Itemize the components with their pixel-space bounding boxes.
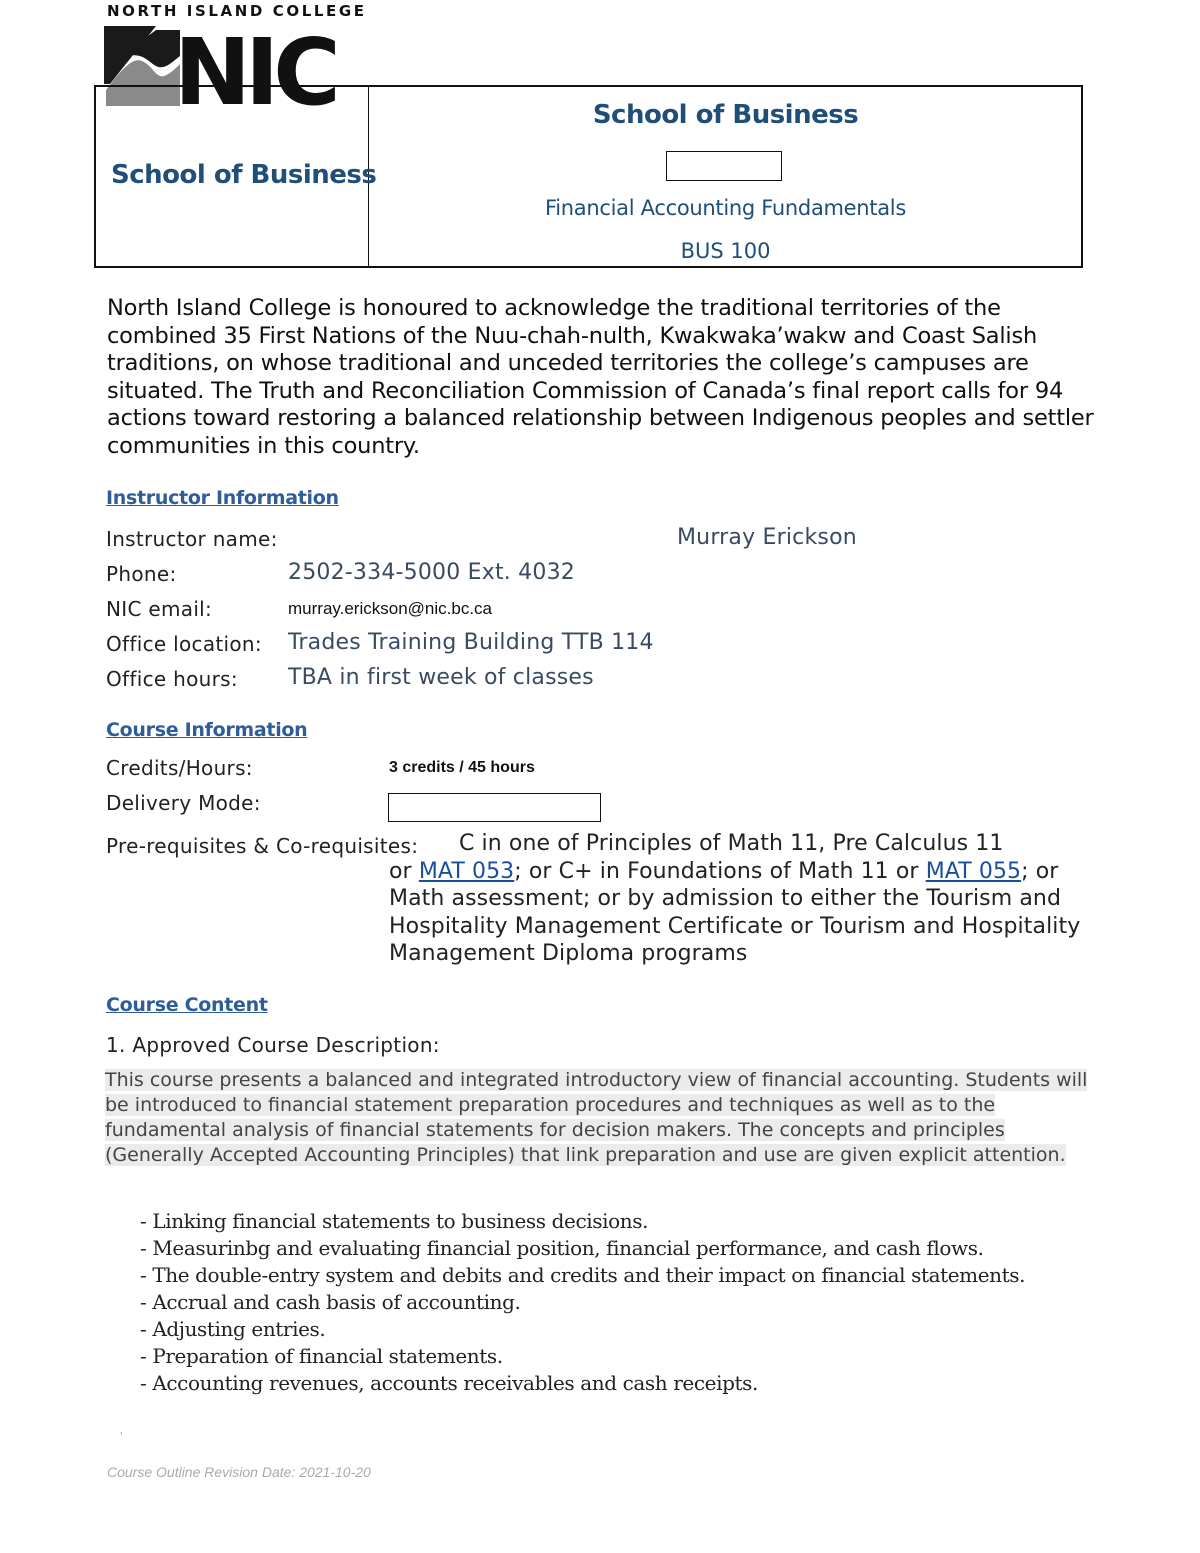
email-value: murray.erickson@nic.bc.ca (288, 599, 492, 618)
prereq-part2: or (389, 858, 419, 884)
phone-label: Phone: (106, 562, 177, 586)
office-hours-value: TBA in first week of classes (288, 665, 594, 690)
instructor-heading: Instructor Information (106, 487, 339, 509)
prereq-part3: ; or C+ in Foundations of Math 11 or (514, 858, 926, 884)
stray-mark: ' (120, 1431, 123, 1442)
credits-value: 3 credits / 45 hours (389, 759, 535, 776)
prereq-label: Pre-requisites & Co-requisites: (106, 834, 419, 858)
list-item: - Measurinbg and evaluating financial position, financial performance, and cash flows. (140, 1236, 984, 1260)
land-acknowledgement: North Island College is honoured to acknowledge the traditional territories of the combined 35 First Nations of the Nuu-chah-nulth, Kwakwaka’wakw and Coast Salish traditions, on whose traditional and unceded territories the college’s campuses are situated. The Truth and Reconciliation Commission of Canada’s final report calls for 94 actions toward restoring a balanced relationship between Indigenous peoples and settler communities in this country. (107, 295, 1094, 459)
prereq-part1: C in one of Principles of Math 11, Pre Calculus 11 (459, 831, 1004, 856)
office-label: Office location: (106, 632, 262, 656)
course-number-field[interactable] (666, 151, 782, 181)
delivery-mode-field[interactable] (388, 793, 601, 822)
approved-description-label: 1. Approved Course Description: (106, 1033, 440, 1057)
nic-logo-letters: NIC (174, 26, 335, 108)
office-value: Trades Training Building TTB 114 (288, 630, 654, 655)
course-name: Financial Accounting Fundamentals (545, 196, 906, 220)
right-school-title: School of Business (592, 100, 859, 130)
left-school-title: School of Business (111, 160, 377, 190)
office-hours-label: Office hours: (106, 667, 238, 691)
course-code: BUS 100 (680, 239, 771, 263)
topic-list (140, 1208, 1025, 1397)
course-info-heading: Course Information (106, 719, 308, 741)
delivery-label: Delivery Mode: (106, 791, 261, 815)
instructor-name: Murray Erickson (677, 525, 857, 550)
instructor-name-label: Instructor name: (106, 527, 278, 551)
mat-053-link[interactable]: MAT 053 (418, 858, 515, 884)
mat-055-link[interactable]: MAT 055 (925, 858, 1022, 884)
revision-date: Course Outline Revision Date: 2021-10-20 (107, 1464, 371, 1480)
course-content-heading: Course Content (106, 994, 268, 1016)
course-description-text: This course presents a balanced and integrated introductory view of financial accounting. Students will be introduced to financial statement preparation procedures and techniques as well as to the fundamental analysis of financial statements for decision makers. The concepts and principles (Generally Accepted Accounting Principles) that link preparation and use are given explicit attention. (105, 1069, 1088, 1166)
list-item: - Adjusting entries. (140, 1317, 326, 1341)
prereq-part4: ; or Math assessment; or by admission to either the Tourism and Hospitality Management Certificate or Tourism and Hospitality Management Diploma programs (389, 858, 1081, 966)
course-description (105, 1068, 1090, 1168)
email-label: NIC email: (106, 597, 213, 621)
credits-label: Credits/Hours: (106, 756, 253, 780)
list-item: - Linking financial statements to business decisions. (140, 1209, 649, 1233)
college-name: NORTH ISLAND COLLEGE (107, 2, 367, 20)
prereq-value (389, 830, 1094, 968)
list-item: - The double-entry system and debits and credits and their impact on financial statements. (140, 1263, 1026, 1287)
list-item: - Accrual and cash basis of accounting. (140, 1290, 521, 1314)
list-item: - Accounting revenues, accounts receivables and cash receipts. (140, 1371, 758, 1395)
phone-value: 2502-334-5000 Ext. 4032 (288, 560, 575, 585)
list-item: - Preparation of financial statements. (140, 1344, 503, 1368)
